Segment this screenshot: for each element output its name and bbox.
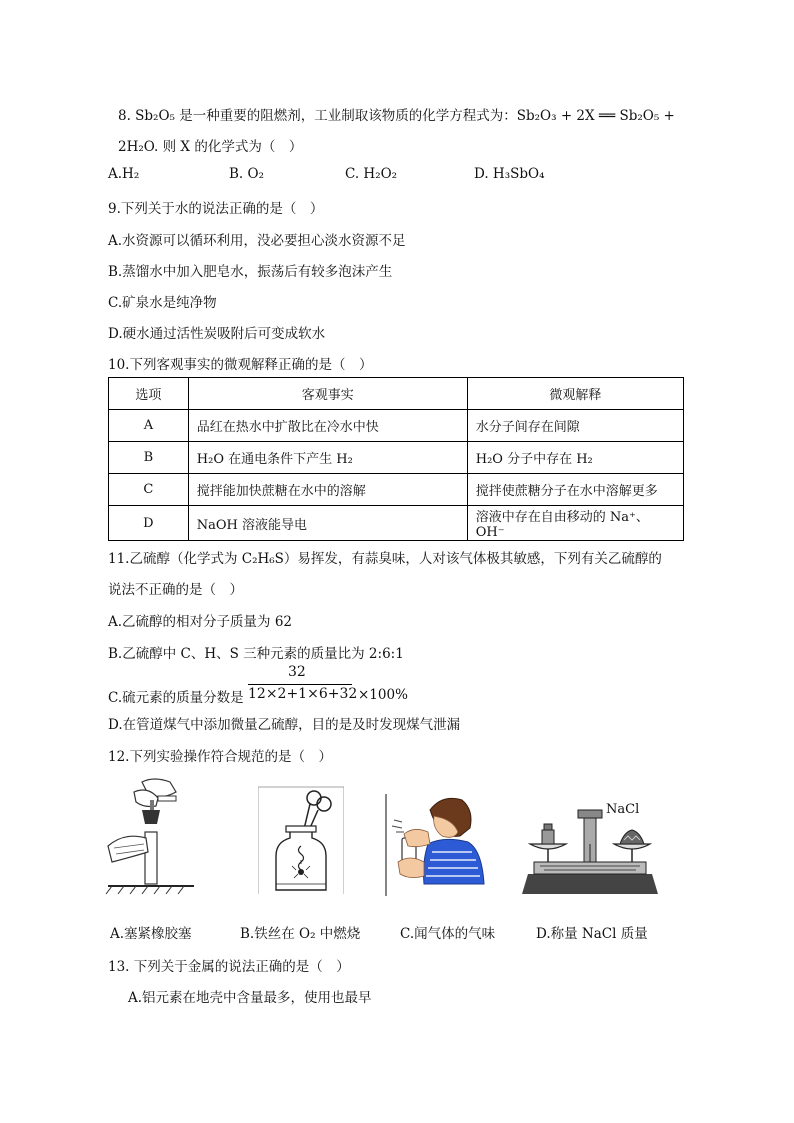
q11-stem-line1: 11.乙硫醇（化学式为 C₂H₆S）易挥发，有蒜臭味，人对该气体极其敏感，下列有关乙硫醇的 <box>108 551 662 567</box>
q11-stem-line2: 说法不正确的是（ ） <box>108 582 243 598</box>
stopper-insertion-figure <box>104 776 196 898</box>
table-cell: H₂O 分子中存在 H₂ <box>467 442 683 474</box>
q9-stem: 9.下列关于水的说法正确的是（ ） <box>108 201 324 217</box>
balance-weighing-figure <box>520 804 660 898</box>
figure-caption-b: B.铁丝在 O₂ 中燃烧 <box>240 926 361 942</box>
q11-option-c-prefix: C.硫元素的质量分数是 <box>108 690 244 706</box>
nacl-label: NaCl <box>606 802 640 817</box>
table-row <box>109 506 684 541</box>
table-header-row <box>109 378 684 410</box>
q9-option-c: C.矿泉水是纯净物 <box>108 295 217 311</box>
q11-option-a: A.乙硫醇的相对分子质量为 62 <box>108 614 293 630</box>
table-cell: 水分子间存在间隙 <box>467 410 683 442</box>
table-header-cell: 微观解释 <box>467 378 683 410</box>
q9-option-b: B.蒸馏水中加入肥皂水，振荡后有较多泡沫产生 <box>108 264 393 280</box>
table-cell: D <box>109 506 189 541</box>
table-cell: H₂O 在通电条件下产生 H₂ <box>188 442 467 474</box>
q8-option-b: B. O₂ <box>229 166 264 182</box>
table-header-cell: 选项 <box>109 378 189 410</box>
table-cell: C <box>109 474 189 506</box>
table-cell: NaOH 溶液能导电 <box>188 506 467 541</box>
table-cell: B <box>109 442 189 474</box>
q10-stem: 10.下列客观事实的微观解释正确的是（ ） <box>108 357 373 373</box>
q8-option-d: D. H₃SbO₄ <box>474 166 545 182</box>
table-cell: 品红在热水中扩散比在冷水中快 <box>188 410 467 442</box>
q8-option-c: C. H₂O₂ <box>345 166 398 182</box>
q11-option-b: B.乙硫醇中 C、H、S 三种元素的质量比为 2:6:1 <box>108 646 404 662</box>
q13-stem: 13. 下列关于金属的说法正确的是（ ） <box>108 959 350 975</box>
q11-option-d: D.在管道煤气中添加微量乙硫醇，目的是及时发现煤气泄漏 <box>108 717 461 733</box>
fraction-bar <box>248 684 352 685</box>
q13-option-a: A.铝元素在地壳中含量最多，使用也最早 <box>128 990 372 1006</box>
q11-option-c-suffix: ×100% <box>358 687 408 703</box>
table-cell: 溶液中存在自由移动的 Na⁺、OH⁻ <box>467 506 683 541</box>
table-row <box>109 442 684 474</box>
fraction-denominator: 12×2+1×6+32 <box>248 686 358 702</box>
q8-option-a: A.H₂ <box>108 166 140 182</box>
q8-stem-line1: 8. Sb₂O₅ 是一种重要的阻燃剂，工业制取该物质的化学方程式为：Sb₂O₃ + 2X ══ Sb₂O₅ + <box>118 108 675 124</box>
table-header-cell: 客观事实 <box>188 378 467 410</box>
fraction-numerator: 32 <box>288 664 306 680</box>
iron-wire-combustion-figure <box>258 786 344 898</box>
figure-caption-c: C.闻气体的气味 <box>400 926 496 942</box>
table-row <box>109 474 684 506</box>
table-row <box>109 410 684 442</box>
q10-table <box>108 377 684 541</box>
q9-option-d: D.硬水通过活性炭吸附后可变成软水 <box>108 326 326 342</box>
figure-caption-d: D.称量 NaCl 质量 <box>536 926 648 942</box>
table-cell: A <box>109 410 189 442</box>
figure-caption-a: A.塞紧橡胶塞 <box>110 926 192 942</box>
q8-stem-line2: 2H₂O. 则 X 的化学式为（ ） <box>118 139 303 155</box>
table-cell: 搅拌使蔗糖分子在水中溶解更多 <box>467 474 683 506</box>
table-cell: 搅拌能加快蔗糖在水中的溶解 <box>188 474 467 506</box>
smelling-gas-figure <box>384 792 494 896</box>
q9-option-a: A.水资源可以循环利用，没必要担心淡水资源不足 <box>108 233 406 249</box>
q12-stem: 12.下列实验操作符合规范的是（ ） <box>108 749 332 765</box>
